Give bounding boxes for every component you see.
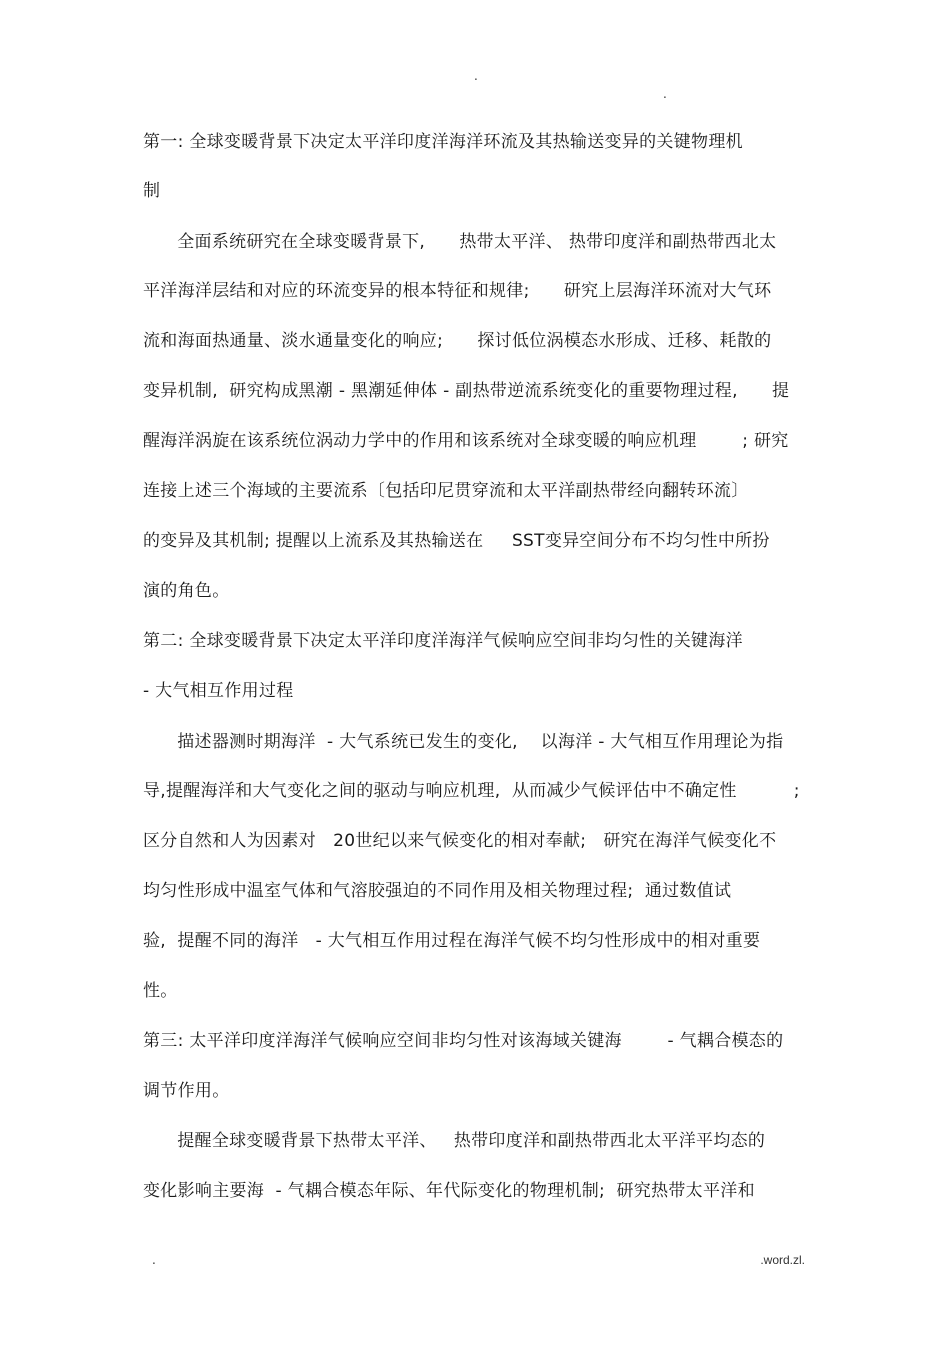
text-line: 性。	[143, 981, 178, 1001]
text-line: 全面系统研究在全球变暖背景下, 热带太平洋、 热带印度洋和副热带西北太	[143, 232, 777, 252]
text-line: - 大气相互作用过程	[143, 681, 294, 701]
text-line: 第二: 全球变暖背景下决定太平洋印度洋海洋气候响应空间非均匀性的关键海洋	[143, 631, 743, 651]
text-line: 制	[143, 181, 161, 201]
header-dot-left: .	[474, 69, 478, 83]
text-line: 流和海面热通量、淡水通量变化的响应; 探讨低位涡模态水形成、迁移、耗散的	[143, 331, 772, 351]
footer-dot: .	[152, 1253, 156, 1267]
text-line: 变异机制, 研究构成黑潮 - 黑潮延伸体 - 副热带逆流系统变化的重要物理过程, 提	[143, 381, 790, 401]
text-line: 连接上述三个海域的主要流系〔包括印尼贯穿流和太平洋副热带经向翻转环流〕	[143, 481, 749, 501]
text-line: 调节作用。	[143, 1081, 230, 1101]
text-line: 醒海洋涡旋在该系统位涡动力学中的作用和该系统对全球变暖的响应机理 ; 研究	[143, 431, 789, 451]
text-line: 描述器测时期海洋 - 大气系统已发生的变化, 以海洋 - 大气相互作用理论为指	[143, 732, 784, 752]
text-line: 第一: 全球变暖背景下决定太平洋印度洋海洋环流及其热输送变异的关键物理机	[143, 132, 743, 152]
footer-mark: .word.zl.	[760, 1253, 805, 1267]
text-line: 区分自然和人为因素对 20世纪以来气候变化的相对奉献; 研究在海洋气候变化不	[143, 831, 777, 851]
text-line: 均匀性形成中温室气体和气溶胶强迫的不同作用及相关物理过程; 通过数值试	[143, 881, 732, 901]
text-line: 第三: 太平洋印度洋海洋气候响应空间非均匀性对该海域关键海 - 气耦合模态的	[143, 1031, 784, 1051]
text-line: 演的角色。	[143, 581, 230, 601]
text-line: 平洋海洋层结和对应的环流变异的根本特征和规律; 研究上层海洋环流对大气环	[143, 281, 772, 301]
text-line: 变化影响主要海 - 气耦合模态年际、年代际变化的物理机制; 研究热带太平洋和	[143, 1181, 755, 1201]
text-line: 提醒全球变暖背景下热带太平洋、 热带印度洋和副热带西北太平洋平均态的	[143, 1131, 766, 1151]
text-line: 的变异及其机制; 提醒以上流系及其热输送在 SST变异空间分布不均匀性中所扮	[143, 531, 770, 551]
text-line: 验, 提醒不同的海洋 - 大气相互作用过程在海洋气候不均匀性形成中的相对重要	[143, 931, 761, 951]
header-dot-right: .	[663, 87, 667, 101]
text-line: 导,提醒海洋和大气变化之间的驱动与响应机理, 从而减少气候评估中不确定性 ;	[143, 781, 800, 801]
